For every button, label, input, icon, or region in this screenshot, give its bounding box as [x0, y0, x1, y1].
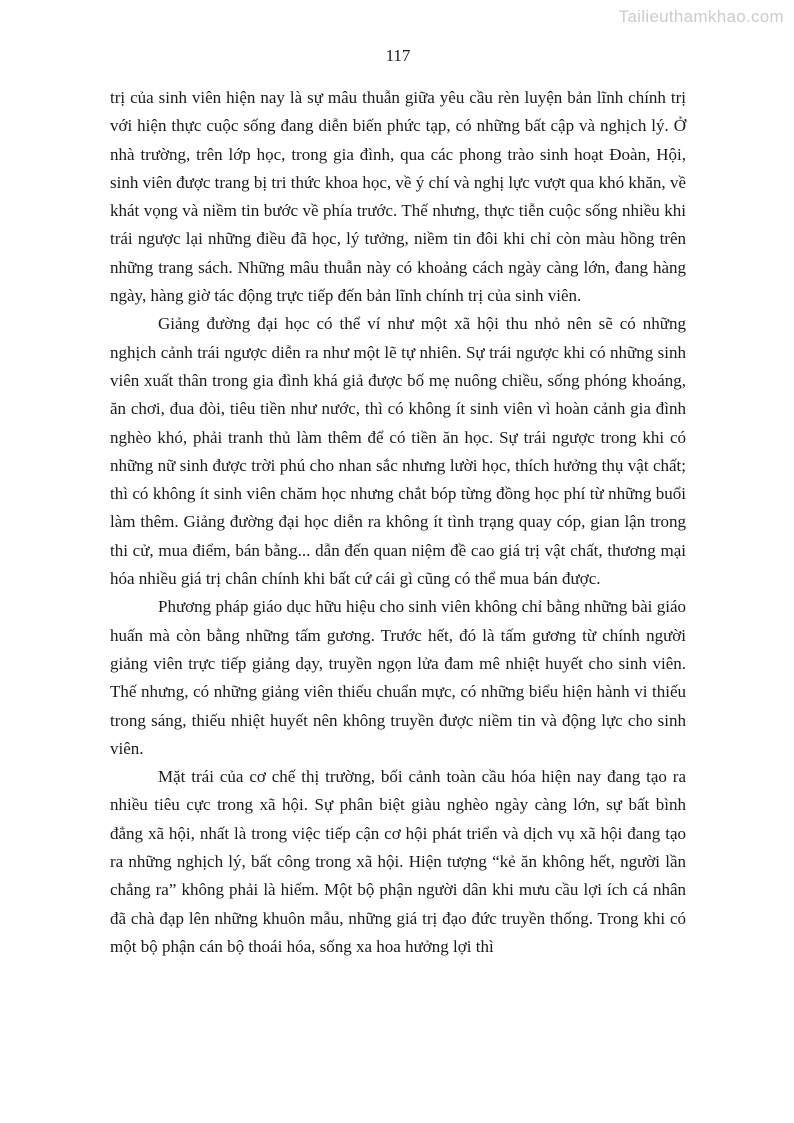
paragraph: Phương pháp giáo dục hữu hiệu cho sinh viên không chỉ bằng những bài giáo huấn mà còn bằng những tấm gương. Trước hết, đó là tấm gương từ chính người giảng viên trực tiếp giảng dạy, truyền ngọn lửa đam mê nhiệt huyết cho sinh viên. Thế nhưng, có những giảng viên thiếu chuẩn mực, có những biểu hiện hành vi thiếu trong sáng, thiếu nhiệt huyết nên không truyền được niềm tin và động lực cho sinh viên. — [110, 597, 686, 758]
page-number: 117 — [385, 46, 411, 65]
watermark-text: Tailieuthamkhao.com — [618, 7, 784, 26]
document-body — [110, 84, 686, 961]
paragraph: trị của sinh viên hiện nay là sự mâu thuẫn giữa yêu cầu rèn luyện bản lĩnh chính trị với hiện thực cuộc sống đang diễn biến phức tạp, có những bất cập và nghịch lý. Ở nhà trường, trên lớp học, trong gia đình, qua các phong trào sinh hoạt Đoàn, Hội, sinh viên được trang bị tri thức khoa học, về ý chí và nghị lực vượt qua khó khăn, về khát vọng và niềm tin bước về phía trước. Thế nhưng, thực tiễn cuộc sống nhiều khi trái ngược lại những điều đã học, lý tưởng, niềm tin đôi khi chỉ còn màu hồng trên những trang sách. Những mâu thuẫn này có khoảng cách ngày càng lớn, đang hàng ngày, hàng giờ tác động trực tiếp đến bản lĩnh chính trị của sinh viên. — [110, 88, 686, 306]
paragraph: Mặt trái của cơ chế thị trường, bối cảnh toàn cầu hóa hiện nay đang tạo ra nhiều tiêu cực trong xã hội. Sự phân biệt giàu nghèo ngày càng lớn, sự bất bình đẳng xã hội, nhất là trong việc tiếp cận cơ hội phát triển và dịch vụ xã hội đang tạo ra những nghịch lý, bất công trong xã hội. Hiện tượng “kẻ ăn không hết, người lần chẳng ra” không phải là hiếm. Một bộ phận người dân khi mưu cầu lợi ích cá nhân đã chà đạp lên những khuôn mẫu, những giá trị đạo đức truyền thống. Trong khi có một bộ phận cán bộ thoái hóa, sống xa hoa hưởng lợi thì — [110, 767, 686, 956]
paragraph: Giảng đường đại học có thể ví như một xã hội thu nhỏ nên sẽ có những nghịch cảnh trái ngược diễn ra như một lẽ tự nhiên. Sự trái ngược khi có những sinh viên xuất thân trong gia đình khá giả được bố mẹ nuông chiều, sống phóng khoáng, ăn chơi, đua đòi, tiêu tiền như nước, thì có không ít sinh viên vì hoàn cảnh gia đình nghèo khó, phải tranh thủ làm thêm để có tiền ăn học. Sự trái ngược trong khi có những nữ sinh được trời phú cho nhan sắc nhưng lười học, thích hưởng thụ vật chất; thì có không ít sinh viên chăm học nhưng chắt bóp từng đồng học phí từ những buổi làm thêm. Giảng đường đại học diễn ra không ít tình trạng quay cóp, gian lận trong thi cử, mua điểm, bán bằng... dẫn đến quan niệm đề cao giá trị vật chất, thương mại hóa nhiều giá trị chân chính khi bất cứ cái gì cũng có thể mua bán được. — [110, 314, 686, 589]
